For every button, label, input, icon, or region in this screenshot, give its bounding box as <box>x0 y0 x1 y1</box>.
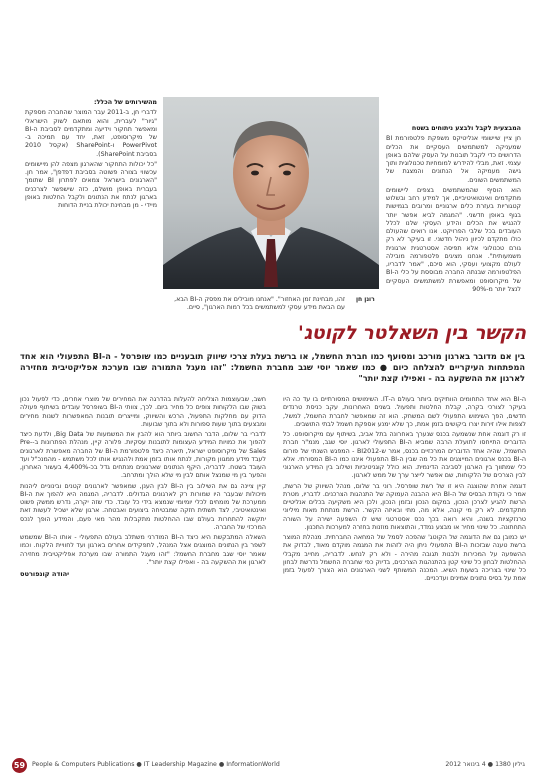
article-headline: הקשר בין השאלטר לקוטג' <box>297 322 526 344</box>
column-paragraph: לדברי חן, ב-2011 עבר המוצר שהחברה מספקת "גיור" לעברית, והוא מותאם לשוק הישראלי ומאפשר תחקור וידיעה ומתקדמים לסביבת ה-BI של מיקרוסופט, זאת, יחד עם תמיכה ב-PowerPivot ו-SharePoint (אקסל 2010 בסביבת SharePoint). <box>25 109 157 158</box>
top-left-column <box>25 99 157 309</box>
article-lead: בין אם מדובר בארגון מורכב ומסועף כמו חברת החשמל, או ברשת בעלת צרכי שיווק תובעניים כמו שופרסל - ה-BI התפעולי הוא אחד המפתחות העיקריים להצלחה כיום ● כמו שאמר יוסי שגב מחברת החשמל: "זהו מעגל התמורה שבו מערכת אפליקטיבית מחזירה לארגון את ההשקעה בה - ואפילו קצת יותר" <box>20 351 526 383</box>
article-paragraph: דוגמה אחרת שהוצגה היא זו של רשת שופרסל. רוני בר שלום, מנהל השיווק של הרשת, אמר כי נקודת הבסיס של ה-BI היא ההבנה העמוקה של התנהגות הצרכנים. לדבריו, מטרת הרשת להגיע לצרכן הנכון, במקום הנכון ובזמן הנכון, ולכן היא משקיעה בכלים אנליטיים מתקדמים. לא רק מי קונה, אלא מה, מתי ובאיזה הקשר. הרשת מנתחת מאות מיליוני טרנזקציות בשנה, והיא רואה בכך נכס אסטרטגי שיש לו השפעה ישירה על השורה התחתונה. כל שינוי מחיר או מבצע נמדד, והתוצאות מוזנות בחזרה למערכות התכנון. <box>283 482 526 531</box>
article-paragraph: לדברי בר שלום, הדבר החשוב ביותר הוא להבין את המשמעות של Big Data, ולדעת כיצד להפוך את כמויות המידע העצומות לתובנות עסקיות. פלורה קיין, מנהלת הפתרונות ב-Pre-Sales של מיקרוסופט ישראל, תיארה כיצד פלטפורמת ה-BI של החברה מאפשרת לארגונים לעבד מידע ממגוון מקורות, לנתח אותו בזמן אמת ולהנגיש אותו לכל משתמש - מהמנכ"ל ועד העובד בשטח. לדבריה, היקף הנתונים שארגונים מנתחים גדל בכ-4,400% בעשור האחרון, והפער בין מי שמנצל אותם לבין מי שלא הולך ומתרחב. <box>20 431 266 480</box>
article-paragraph: השאלה המתבקשת היא כיצד ה-BI המודרני משתלב בעולם התפעולי - אותו ה-BI שמשמש לשפר בין הנתונים המוצגים אצל המנהל, לתפקידים אחרים בארגון ועד לחוויית הלקוח. וכמו שאמר יוסי שגב מחברת החשמל: "זהו מעגל התמורה שבו מערכת אפליקטיבית מחזירה לארגון את ההשקעה בה - ואפילו קצת יותר". <box>20 534 266 566</box>
article-paragraph: חשב, שבעוצמות הצליחה להעלות בהדרגה את המחירים של מוצרי אחרים, כדי לפעול נכון בשוק שבו הלקוחות צופים כל מחיר ביום. לכך, צוותי ה-BI בשופרסל עובדים בשיתוף פעולה הדוק עם מחלקות התפעול, הרכש והשיווק, ומייצרים תובנות המאפשרות לשנות מחירים ומבצעים בתוך שעות ספורות ולא בתוך שבועות. <box>20 396 266 428</box>
article-column-left <box>20 396 266 754</box>
portrait-photo <box>163 97 379 289</box>
page-footer <box>0 757 547 774</box>
article-paragraph: ה-BI הוא אחד התחומים הוותיקים ביותר בעולם ה-IT. השימושים המסורתיים בו עד כה היו בעיקר לצורכי בקרה, קבלת החלטות ותפעול. בשנים האחרונות, עקב כניסת טרנדים חדשים, הפך השימוש התפעולי לשם המשחק. הוא זה שמאפשר לחברת החשמל, למשל, לצפות אילו זירות יצרו ביקושים בזמן אמת, כך שלא ימנע אספקת חשמל לבתי התושבים. <box>283 396 526 428</box>
page-number: 59 <box>12 758 27 773</box>
photo-caption: רונן חן <box>356 296 375 303</box>
footer-issue: גיליון 1380 ● 4 בינואר 2012 <box>445 761 525 768</box>
article-column-right <box>283 396 526 754</box>
article-paragraph: יש כמובן גם את הדוגמה של הקוטג' שהפכה לסמל של המחאה החברתית. מנהלת המוצר ברשת טענה שבזכות ה-BI התפעולי ניתן היה לזהות את המגמה מוקדם מאוד, לבדוק את ההשפעה על המכירות ולבנות תגובה מהירה - ולא רק לנחש. לדבריה, מחייב מקבלי ההחלטות לבחון כל שינוי קטן בהתנהגות הצרכנים, בדיוק כפי שחברת החשמל נדרשת לבחון כל שינוי בצריכה בשעות השיא. המכנה המשותף לשני הארגונים הוא הצורך לפעול בזמן אמת על בסיס נתונים אמינים ועדכניים. <box>283 534 526 583</box>
column-subheading: מהשירותים של הכלל: <box>93 99 157 106</box>
column-paragraph: חן ציין שיישומי אנליטיקס משפקת פלטפורמת BI שמעניקה למשתמשים העסקיים את הכלים הדרושים כדי לקבל תובנות על העסק שלהם באופן עצמי. זאת, מבלי להידרש למומחיות טכנולוגית ותוך גישה מעמיקה אל הנתונים והמצגת של המשתמשים השונים. <box>386 135 521 184</box>
footer-publication: People & Computers Publications ● IT Leadership Magazine ● InformationWorld <box>32 761 280 768</box>
top-right-column <box>386 125 521 325</box>
column-paragraph: "כל יכולות התחקור שהארגון מצפה להן מיישומים עכשווי בצורה פשוטה בסביבת דפדפן", אמר חן. "הארגונים בישראל צמאים לפתרון BI שתומך בעברית באופן מושלם, כזה שישפשר לצרכנים בארגון לנתח את הנתונים ולקבל החלטות באופן מיידי - מן מבחינת יכולת בניית הדוחות <box>25 160 157 209</box>
author-byline: יהודה קונפורטס <box>20 570 70 578</box>
column-paragraph: הוא הוסיף שהמשתמשים בצפים ליישומים מתקדמים ואינטואיטיביים, אך למידע רחב ובשלוש קטגוריות בעזרת כלים ארגוניים ומרובים בגמישות בגוף באופן חדשני. "המגמה לביא אפשר יותר להנגיש את הכלים והידע העסקי שלנו לכלל העובדים בכל שלבי הפרויקט. אנו רואים שהעולם כולו מתקדם לכיוון ניהול חדשני. זו בעיקר לא רק גורם טכנולוגי אלא תפיסה אסטרטגית ארגונית משמעותית". אנחנו מציגים פלטפורמה מובילה לעולם מקצועי ועסקי, הוא סיכם, "אמר לדבריו, הפלטפורמה שבנתה החברה מבוססת על כלי ה-BI של מיקרוסופט ומאפשרת למשתמשים העסקיים לנצל יותר מ-90% <box>386 186 521 293</box>
article-paragraph: זו רק דוגמה אחת שנשמעה בכנס שנערך באחרונה בתל אביב, בשיתוף עם מיקרוסופט. כל הדוברים התייחסו לתועלת הרבה שמביא ה-BI התפעולי לארגון. יוסי שגב, מנמ"ר חברת החשמל, שהיה אחד הדוברים המרכזיים בכנס, אמר ש-BI2012 - המפגש השנתי של פורום ה-BI בכנס ארגונים המייצגים את כל מה שבין ה-BI התפעולי איננו כמו ה-BI המסורתי. אלא כלי שמתווך בין הארגון לסביבה הדינמית. הוא כולל קוגניטיביות ושילוב בין המידע הארגוני לבין הצרכים של הלקוחות, שם אפשר לייצר ערך של ממש לארגון. <box>283 431 526 480</box>
article-paragraph: קיין ציינה גם את השילוב בין ה-BI לבין הענן, שמאפשר לארגונים קטנים ובינוניים ליהנות מיכולות שבעבר היו שמורות רק לארגונים הגדולים. לדבריה, המגמה היא להפוך את ה-BI ממערכת של מומחים לכלי יומיומי שנמצא בידי כל עובד. כדי שזה יקרה, נדרש ממשק פשוט ואינטואיטיבי, לצד תשתית חזקה שמבטיחה ביצועים ואבטחה. ארגון שלא ישכיל לעשות זאת יתקשה להתחרות בעולם שבו ההחלטות מתקבלות מהר מאי פעם, והמידע הופך לנכס המרכזי של החברה. <box>20 482 266 531</box>
portrait-illustration <box>163 97 379 289</box>
column-paragraph: המבצעית לקבל ולבצע ניתוחים בשטח <box>411 125 521 132</box>
closing-quote: זהו, מבחינת זמן האחזור". "אנחנו מובילים את מפסק ה-BI הבא, עם הבאת מידע עסקי למשתמשים בכל רמות הארגון", סיים. <box>174 296 345 312</box>
